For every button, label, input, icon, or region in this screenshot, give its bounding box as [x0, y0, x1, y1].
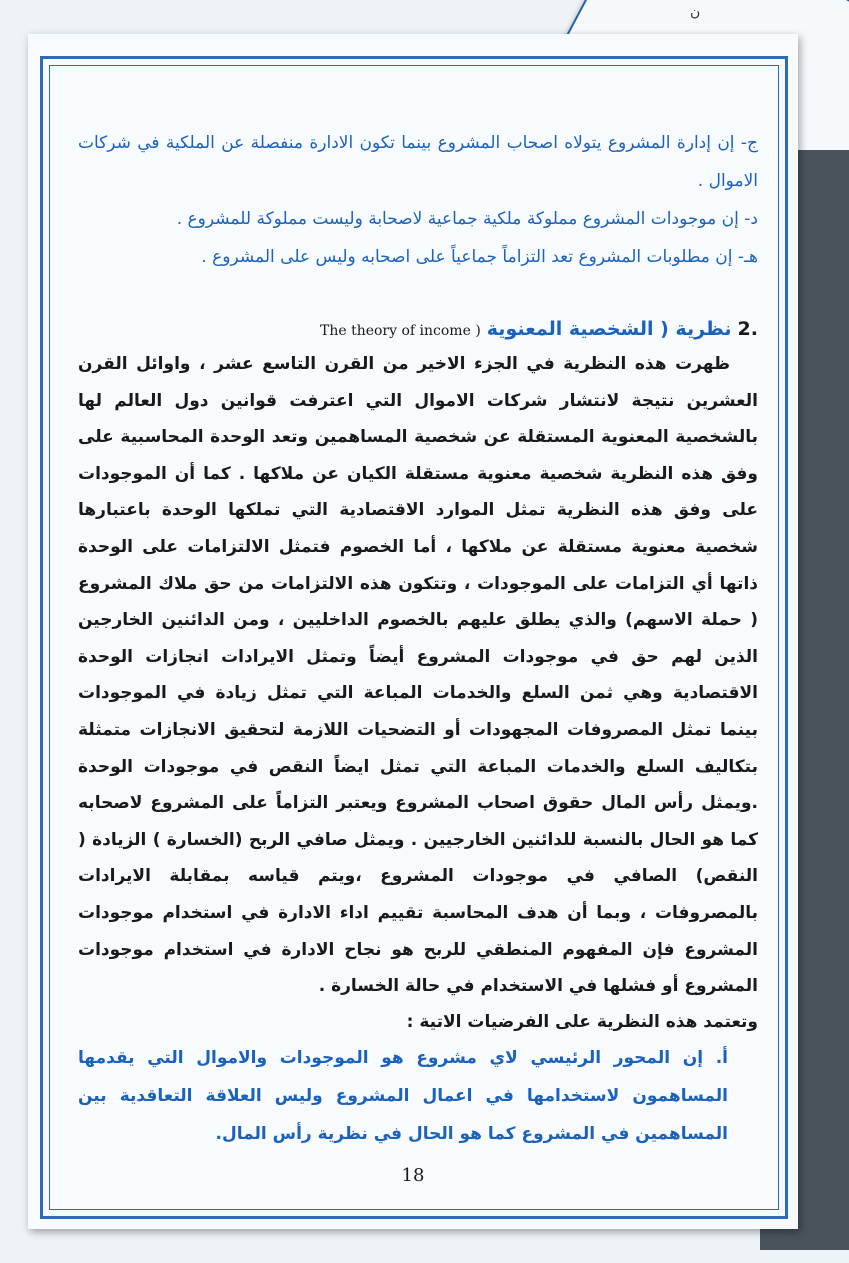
previous-list: [78, 124, 758, 276]
list-item-e: هـ- إن مطلوبات المشروع تعد التزاماً جماعياً على اصحابه وليس على المشروع .: [201, 247, 758, 267]
section-title-arabic: نظرية ( الشخصية المعنوية: [486, 318, 732, 340]
section-number: .2: [737, 318, 758, 340]
list-item-d: د- إن موجودات المشروع مملوكة ملكية جماعية لاصحابة وليست مملوكة للمشروع .: [176, 209, 758, 229]
section-heading: [78, 318, 758, 340]
page-content: [78, 124, 758, 1153]
section-title-english: The theory of income ): [319, 323, 481, 339]
section-body: ظهرت هذه النظرية في الجزء الاخير من القرن التاسع عشر ، واوائل القرن العشرين نتيجة لانتشار شركات الاموال التي اعترفت قوانين دول العالم لها بالشخصية المعنوية المستقلة عن شخصية المساهمين وتعد الوحدة المحاسبية على وفق هذه النظرية شخصية معنوية مستقلة الكيان عن ملاكها . كما أن الموجودات على وفق هذه النظرية تمثل الموارد الاقتصادية التي تملكها الوحدة باعتبارها شخصية معنوية مستقلة عن ملاكها ، أما الخصوم فتمثل الالتزامات على الوحدة ذاتها أي التزامات على الموجودات ، وتتكون هذه الالتزامات من حق ملاك المشروع ( حملة الاسهم) والذي يطلق عليهم بالخصوم الداخليين ، ومن الدائنين الخارجين الذين لهم حق في موجودات المشروع أيضاً وتمثل الايرادات انجازات الوحدة الاقتصادية وهي ثمن السلع والخدمات المباعة التي تمثل زيادة في الموجودات بينما تمثل المصروفات المجهودات أو التضحيات اللازمة لتحقيق الانجازات متمثلة بتكاليف السلع والخدمات المباعة التي تمثل ايضاً النقص في موجودات الوحدة .ويمثل رأس المال حقوق اصحاب المشروع ويعتبر التزاماً على المشروع لاصحابه كما هو الحال بالنسبة للدائنين الخارجيين . ويمثل صافي الربح (الخسارة ) الزيادة ( النقص) الصافي في موجودات المشروع ،ويتم قياسه بمقابلة الايرادات بالمصروفات ، وبما أن هدف المحاسبة تقييم اداء الادارة في استخدام موجودات المشروع فإن المفهوم المنطقي للربح هو نجاح الادارة في استخدام موجودات المشروع أو فشلها في الاستخدام في حالة الخسارة .: [78, 354, 758, 997]
corner-mark: ﻥ: [690, 4, 701, 20]
assumption-a: أ. إن المحور الرئيسي لاي مشروع هو الموجودات والاموال التي يقدمها المساهمون لاستخدامها في اعمال المشروع وليس العلاقة التعاقدية بين المساهمين في المشروع كما هو الحال في نظرية رأس المال.: [78, 1047, 728, 1144]
document-page: [28, 34, 798, 1229]
assumptions-intro: وتعتمد هذه النظرية على الفرضيات الاتية :: [406, 1011, 758, 1032]
list-item-c: ج- إن إدارة المشروع يتولاه اصحاب المشروع بينما تكون الادارة منفصلة عن الملكية في شركات الاموال .: [78, 133, 758, 191]
page-number: 18: [401, 1165, 425, 1186]
